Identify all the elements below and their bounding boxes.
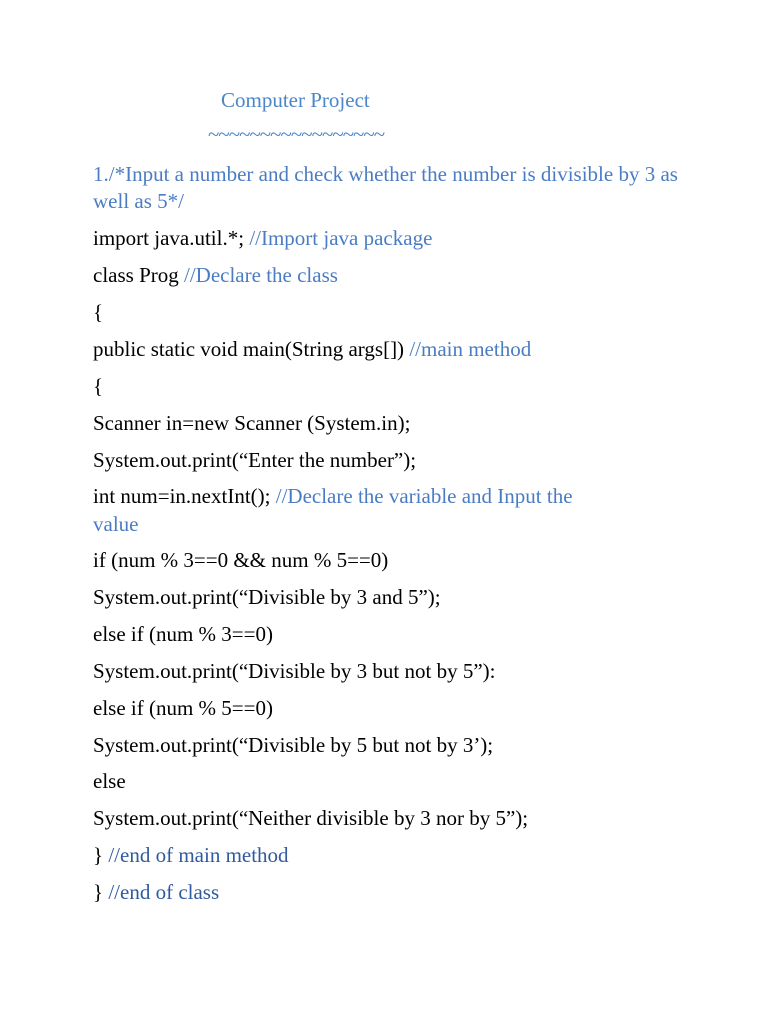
code-line-8 [93, 483, 573, 510]
code-comment: //main method [409, 337, 532, 361]
code-line-2 [93, 262, 338, 289]
code-comment: //Import java package [249, 226, 433, 250]
code-line-10 [93, 547, 388, 574]
code-text: System.out.print(“Divisible by 3 but not by 5”): [93, 659, 496, 683]
code-comment: value [93, 512, 139, 536]
code-line-11 [93, 584, 441, 611]
code-line-4 [93, 336, 531, 363]
code-line-15 [93, 732, 493, 759]
code-line-17 [93, 805, 528, 832]
code-text: } [93, 880, 109, 904]
code-text: else if (num % 3==0) [93, 622, 273, 646]
code-line-18 [93, 842, 289, 869]
code-line-3 [93, 299, 103, 326]
code-text: class Prog [93, 263, 184, 287]
code-text: { [93, 374, 104, 398]
code-line-9 [93, 511, 138, 538]
question-text: 1./*Input a number and check whether the number is divisible by 3 as well as 5*/ [93, 162, 678, 213]
code-text: System.out.print(“Divisible by 3 and 5”); [93, 585, 441, 609]
code-comment: //Declare the class [184, 263, 338, 287]
code-text: import java.util.*; [93, 226, 250, 250]
code-text: else if (num % 5==0) [93, 696, 273, 720]
code-line-16 [93, 768, 126, 795]
code-text: Scanner in=new Scanner (System.in); [93, 411, 411, 435]
code-line-6 [93, 410, 410, 437]
code-comment: //end of main method [108, 843, 289, 867]
code-text: System.out.print(“Enter the number”); [93, 448, 417, 472]
code-line-7 [93, 447, 416, 474]
code-line-14 [93, 695, 273, 722]
code-line-19 [93, 879, 219, 906]
code-line-12 [93, 621, 273, 648]
document-title: Computer Project [221, 88, 370, 112]
code-line-13 [93, 658, 495, 685]
code-text: public static void main(String args[]) [93, 337, 410, 361]
title-underline: ~~~~~~~~~~~~~~~~~ [208, 122, 385, 146]
code-comment: //Declare the variable and Input the [275, 484, 573, 508]
code-text: int num=in.nextInt(); [93, 484, 276, 508]
code-text: if (num % 3==0 && num % 5==0) [93, 548, 389, 572]
code-text: System.out.print(“Neither divisible by 3 nor by 5”); [93, 806, 529, 830]
code-comment: //end of class [108, 880, 220, 904]
code-line-1 [93, 225, 432, 252]
code-text: { [93, 300, 104, 324]
code-line-5 [93, 373, 103, 400]
code-text: } [93, 843, 109, 867]
code-text: System.out.print(“Divisible by 5 but not by 3’); [93, 733, 494, 757]
code-text: else [93, 769, 126, 793]
